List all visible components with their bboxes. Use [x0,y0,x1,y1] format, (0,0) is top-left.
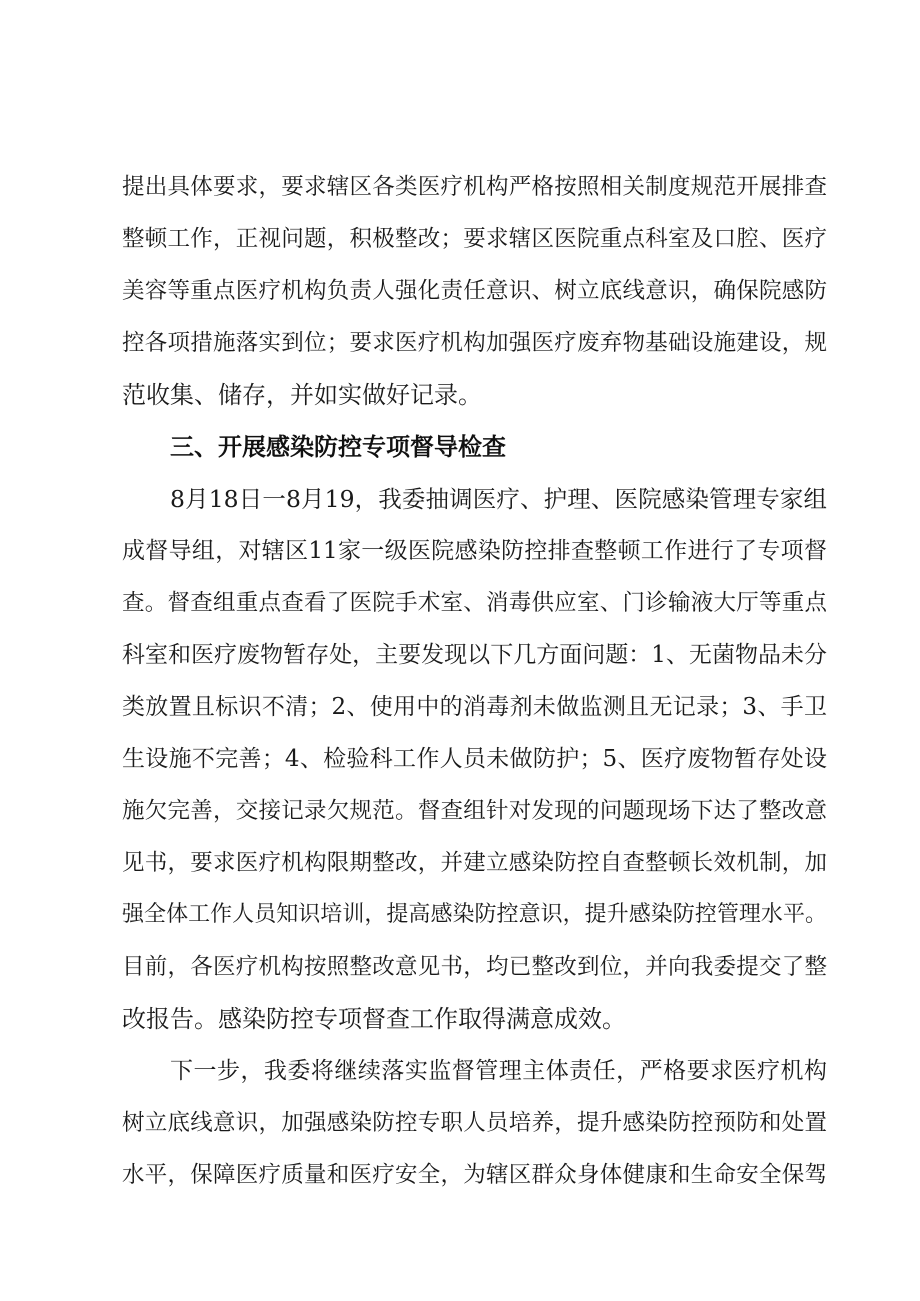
paragraph-line: 水平，保障医疗质量和医疗安全，为辖区群众身体健康和生命安全保驾 [122,1162,827,1188]
paragraph-line: 强全体工作人员知识培训，提高感染防控意识，提升感染防控管理水平。 [122,902,827,927]
paragraph-line: 科室和医疗废物暂存处，主要发现以下几方面问题：1、无菌物品未分 [122,642,827,668]
paragraph-line: 生设施不完善；4、检验科工作人员未做防护；5、医疗废物暂存处设 [122,746,827,772]
paragraph-line: 目前，各医疗机构按照整改意见书，均已整改到位，并向我委提交了整 [122,954,827,980]
paragraph-line: 树立底线意识，加强感染防控专职人员培养，提升感染防控预防和处置 [122,1110,827,1136]
paragraph-line: 类放置且标识不清；2、使用中的消毒剂未做监测且无记录；3、手卫 [122,694,827,720]
section-heading: 三、开展感染防控专项督导检查 [170,433,506,461]
paragraph-line: 提出具体要求，要求辖区各类医疗机构严格按照相关制度规范开展排查 [122,174,827,200]
paragraph-line: 查。督查组重点查看了医院手术室、消毒供应室、门诊输液大厅等重点 [122,590,827,616]
paragraph-line: 见书，要求医疗机构限期整改，并建立感染防控自查整顿长效机制，加 [122,850,827,876]
paragraph-line: 8月18日一8月19，我委抽调医疗、护理、医院感染管理专家组 [170,485,827,513]
paragraph-line: 改报告。感染防控专项督查工作取得满意成效。 [122,1005,626,1033]
paragraph-line: 控各项措施落实到位；要求医疗机构加强医疗废弃物基础设施建设，规 [122,330,827,356]
paragraph-line: 整顿工作，正视问题，积极整改；要求辖区医院重点科室及口腔、医疗 [122,226,827,252]
paragraph-line: 成督导组，对辖区11家一级医院感染防控排查整顿工作进行了专项督 [122,538,827,564]
paragraph-line: 范收集、储存，并如实做好记录。 [122,381,482,409]
paragraph-line: 施欠完善，交接记录欠规范。督查组针对发现的问题现场下达了整改意 [122,798,827,824]
paragraph-line: 下一步，我委将继续落实监督管理主体责任，严格要求医疗机构 [170,1058,827,1084]
paragraph-line: 美容等重点医疗机构负责人强化责任意识、树立底线意识，确保院感防 [122,278,827,304]
